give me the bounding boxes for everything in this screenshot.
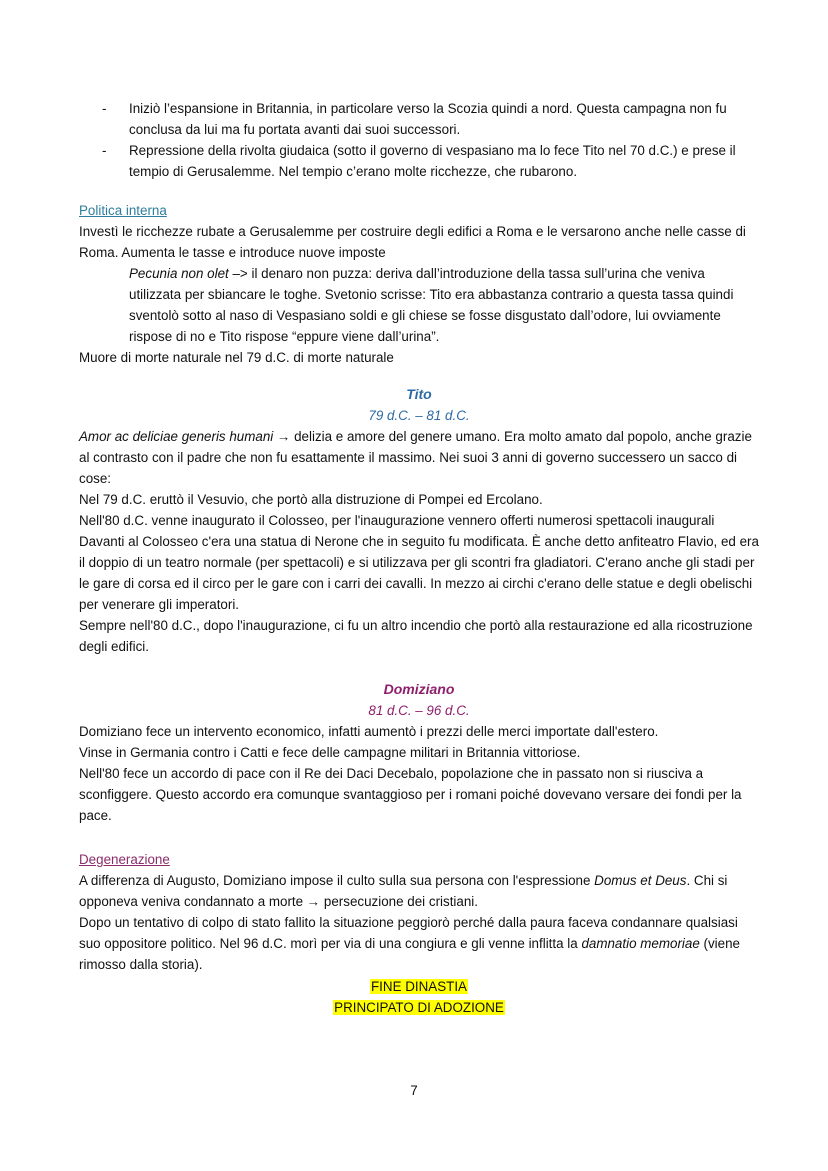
tito-dates: 79 d.C. – 81 d.C. xyxy=(368,408,470,423)
degenerazione-p2-end: (viene rimosso dalla storia). xyxy=(79,936,740,972)
bullet-text: Repressione della rivolta giudaica (sotto il governo di vespasiano ma lo fece Tito nel 70 d.C.) e prese il tempio di Gerusalemme. Nel tempio c’erano molte ricchezze, che rubarono. xyxy=(129,143,736,179)
domiziano-title: Domiziano xyxy=(383,681,455,697)
degenerazione-p1-start: A differenza di Augusto, Domiziano impose il culto sulla sua persona con l'espressione xyxy=(79,873,595,888)
domiziano-section xyxy=(79,679,759,826)
tito-paragraph-4: Sempre nell'80 d.C., dopo l'inaugurazione, ci fu un altro incendio che portò alla restaurazione ed alla ricostruzione degli edifici. xyxy=(79,618,753,654)
bullet-marker: - xyxy=(102,143,107,158)
bullet-item xyxy=(79,140,759,182)
pecunia-phrase: Pecunia non olet xyxy=(129,266,229,281)
domiziano-paragraph-3: Nell'80 fece un accordo di pace con il Re dei Daci Decebalo, popolazione che in passato non si riusciva a sconfiggere. Questo accordo era comunque svantaggioso per i romani poiché dovevano versare dei fondi per la pace. xyxy=(79,766,742,823)
domiziano-paragraph-1: Domiziano fece un intervento economico, infatti aumentò i prezzi delle merci importate dall'estero. xyxy=(79,724,659,739)
bullet-item xyxy=(79,98,759,140)
highlight-fine-dinastia: FINE DINASTIA xyxy=(371,979,467,994)
degenerazione-section xyxy=(79,849,759,1018)
pecunia-paragraph xyxy=(79,263,759,347)
tito-paragraph-2: Nel 79 d.C. eruttò il Vesuvio, che portò alla distruzione di Pompei ed Ercolano. xyxy=(79,492,543,507)
degenerazione-p2-start: Dopo un tentativo di colpo di stato fallito la situazione peggiorò perché dalla paura faceva condannare qualsiasi suo oppositore politico. Nel 96 d.C. morì per via di una congiura e gli venne inflitta la xyxy=(79,915,738,951)
tito-paragraph-1-text: → delizia e amore del genere umano. Era molto amato dal popolo, anche grazie al contrasto con il padre che non fu esattamente il massimo. Nei suoi 3 anni di governo successero un sacco di cose: xyxy=(79,429,752,486)
pecunia-text: –> il denaro non puzza: deriva dall’introduzione della tassa sull’urina che veniva utilizzata per sbiancare le toghe. Svetonio scrisse: Tito era abbastanza contrario a questa tassa quindi sventolò sotto al naso di Vespasiano soldi e gli chiese se fosse disgustato dall’odore, lui ovviamente rispose di no e Tito rispose “eppure viene dall’urina”. xyxy=(129,266,734,344)
tito-paragraph-1 xyxy=(79,426,759,489)
politica-interna-heading: Politica interna xyxy=(79,203,167,218)
bullet-marker: - xyxy=(102,101,107,116)
highlight-principato-adozione: PRINCIPATO DI ADOZIONE xyxy=(334,1000,504,1015)
degenerazione-paragraph-2 xyxy=(79,912,759,975)
tito-motto: Amor ac deliciae generis humani xyxy=(79,429,274,444)
domiziano-dates: 81 d.C. – 96 d.C. xyxy=(368,703,470,718)
bullet-list xyxy=(79,98,759,182)
bullet-text: Iniziò l’espansione in Britannia, in particolare verso la Scozia quindi a nord. Questa campagna non fu conclusa da lui ma fu portata avanti dai suoi successori. xyxy=(129,101,727,137)
politica-interna-section xyxy=(79,200,759,368)
domiziano-paragraph-2: Vinse in Germania contro i Catti e fece delle campagne militari in Britannia vittoriose. xyxy=(79,745,581,760)
tito-title: Tito xyxy=(406,386,432,402)
tito-paragraph-3: Nell'80 d.C. venne inaugurato il Colosseo, per l'inaugurazione vennero offerti numerosi spettacoli inaugurali Davanti al Colosseo c'era una statua di Nerone che in seguito fu modificata. È anche detto anfiteatro Flavio, ed era il doppio di un teatro normale (per spettacoli) e si utilizzava per gli scontri fra gladiatori. C'erano anche gli stadi per le gare di corsa ed il circo per le gare con i carri dei cavalli. In mezzo ai circhi c'erano delle statue e degli obelischi per venerare gli imperatori. xyxy=(79,513,759,612)
death-paragraph: Muore di morte naturale nel 79 d.C. di morte naturale xyxy=(79,350,394,365)
degenerazione-paragraph-1 xyxy=(79,870,759,912)
politica-paragraph: Investì le ricchezze rubate a Gerusalemme per costruire degli edifici a Roma e le versarono anche nelle casse di Roma. Aumenta le tasse e introduce nuove imposte xyxy=(79,224,746,260)
page-number: 7 xyxy=(410,1083,418,1098)
tito-section xyxy=(79,384,759,657)
damnatio-memoriae: damnatio memoriae xyxy=(581,936,700,951)
domus-et-deus: Domus et Deus xyxy=(594,873,687,888)
degenerazione-heading: Degenerazione xyxy=(79,852,170,867)
degenerazione-p1-end: . Chi si opponeva veniva condannato a morte → persecuzione dei cristiani. xyxy=(79,873,728,909)
